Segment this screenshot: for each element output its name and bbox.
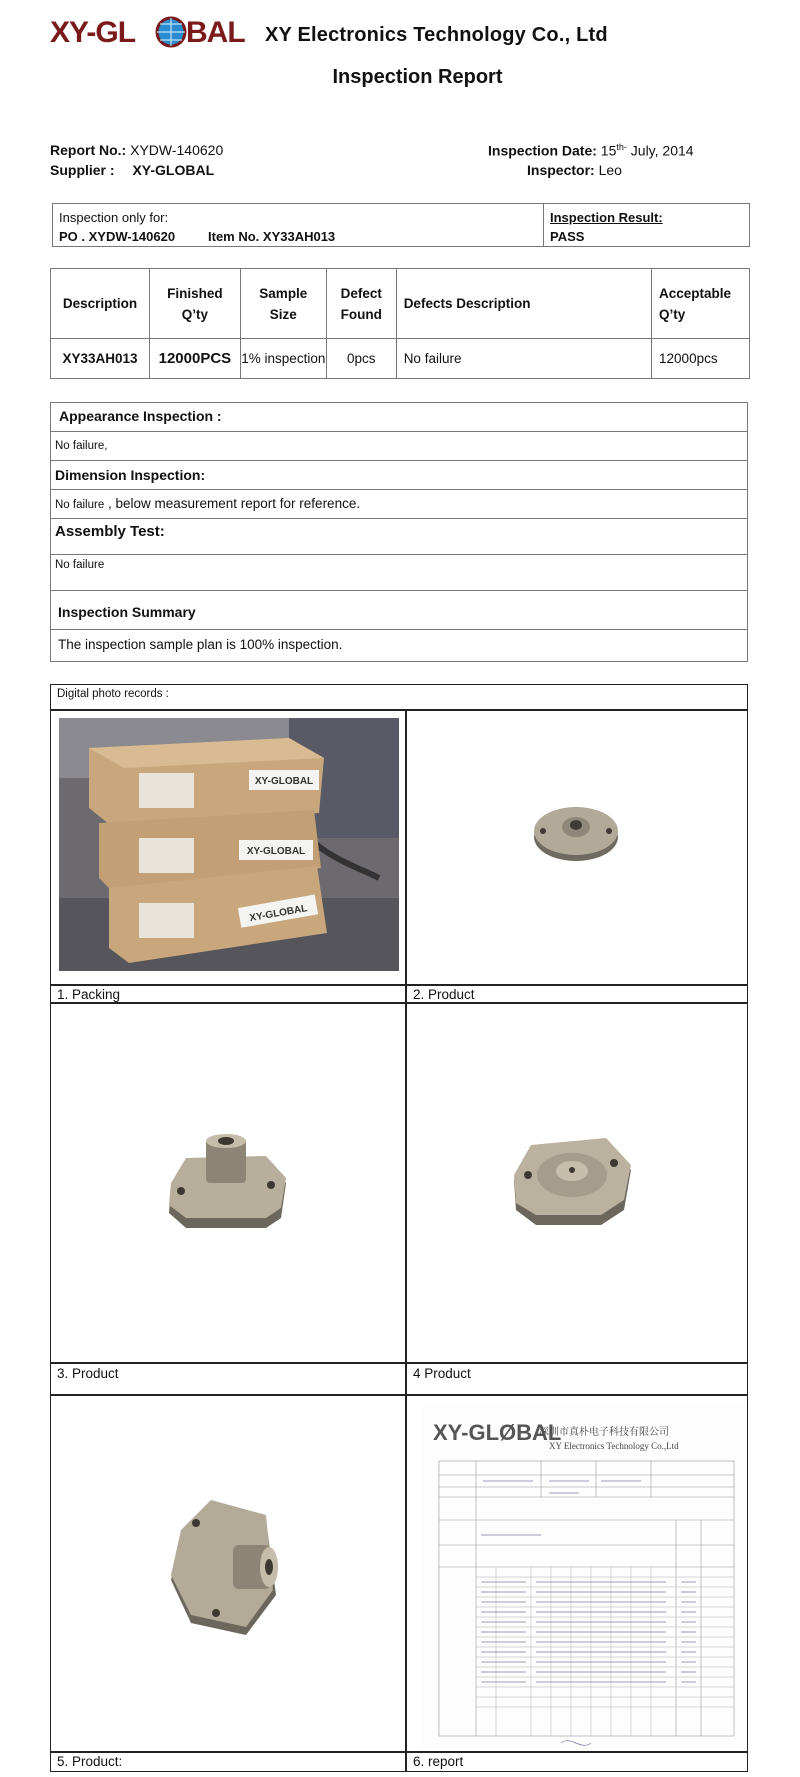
photo-records	[50, 684, 748, 1772]
svg-text:XY-GL: XY-GL	[50, 16, 136, 49]
appearance-label: Appearance Inspection :	[59, 408, 222, 424]
box-label-3: XY-GLOBAL	[248, 903, 309, 925]
assembly-text: No failure	[55, 559, 105, 571]
col-finished-qty: Finished Q’ty	[149, 269, 240, 339]
caption-5: 5. Product:	[57, 1754, 123, 1769]
report-scan-photo	[421, 1405, 746, 1750]
report-en-name: XY Electronics Technology Co.,Ltd	[549, 1441, 679, 1451]
assembly-row	[51, 519, 747, 555]
report-cn-name: 深圳市真朴电子科技有限公司	[539, 1427, 669, 1438]
grid-line	[51, 709, 747, 711]
dimension-text-b: , below measurement report for reference.	[104, 496, 361, 511]
summary-text-row	[51, 630, 747, 661]
grid-line	[51, 1002, 747, 1004]
box-label-2: XY-GLOBAL	[246, 846, 306, 857]
inspection-result-value: PASS	[550, 229, 585, 244]
inspector-value: Leo	[598, 162, 622, 178]
po-number: PO . XYDW-140620	[59, 229, 176, 244]
dimension-label: Dimension Inspection:	[55, 467, 206, 483]
inspection-result-label: Inspection Result:	[550, 210, 663, 225]
dimension-text	[55, 496, 360, 511]
supplier-value: XY-GLOBAL	[132, 162, 215, 178]
caption-3: 3. Product	[57, 1366, 119, 1381]
company-logo	[50, 10, 250, 50]
box-divider	[543, 204, 544, 246]
assembly-text-row	[51, 555, 747, 591]
caption-6: 6. report	[413, 1754, 464, 1769]
grid-line	[51, 1394, 747, 1396]
cell-sample-size: 1% inspection	[240, 339, 326, 379]
item-number: Item No. XY33AH013	[208, 229, 336, 244]
col-description: Description	[51, 269, 150, 339]
inspection-for-box	[52, 203, 750, 247]
inspection-table	[50, 268, 750, 379]
product-photo-4	[506, 1125, 636, 1235]
cell-finished-qty: 12000PCS	[149, 339, 240, 379]
caption-2: 2. Product	[413, 987, 475, 1002]
cell-defects-description: No failure	[396, 339, 651, 379]
box-label-1: XY-GLOBAL	[254, 776, 314, 787]
appearance-row	[51, 403, 747, 432]
summary-row	[51, 591, 747, 630]
dimension-text-a: No failure	[55, 499, 105, 511]
svg-text:BAL: BAL	[186, 16, 245, 49]
report-no	[50, 142, 223, 158]
appearance-text: No failure,	[55, 440, 108, 452]
summary-label: Inspection Summary	[58, 604, 196, 620]
date-label: Inspection Date:	[488, 142, 597, 159]
supplier-label: Supplier :	[50, 162, 115, 178]
summary-text: The inspection sample plan is 100% inspection.	[58, 637, 343, 652]
photo-records-header: Digital photo records :	[57, 688, 169, 700]
assembly-label: Assembly Test:	[55, 523, 165, 540]
caption-4: 4 Product	[413, 1366, 471, 1381]
packing-photo	[59, 718, 399, 971]
grid-line	[51, 1362, 747, 1364]
col-sample-size: Sample Size	[240, 269, 326, 339]
cell-defect-found: 0pcs	[326, 339, 396, 379]
dimension-row	[51, 461, 747, 490]
report-no-value: XYDW-140620	[130, 142, 224, 158]
date-suffix: th-	[616, 142, 627, 152]
product-photo-5	[161, 1495, 286, 1645]
inspection-sections	[50, 402, 748, 662]
cell-description: XY33AH013	[51, 339, 150, 379]
inspection-date	[488, 142, 694, 159]
report-title: Inspection Report	[332, 66, 503, 88]
date-rest: July, 2014	[626, 142, 694, 159]
appearance-text-row	[51, 432, 747, 461]
report-logo: XY-GLØBAL	[433, 1420, 562, 1445]
caption-1: 1. Packing	[57, 987, 121, 1002]
grid-line	[51, 984, 747, 986]
col-acceptable-qty: Acceptable Q’ty	[652, 269, 750, 339]
grid-line	[51, 1751, 747, 1753]
table-row	[51, 339, 750, 379]
product-photo-2	[531, 795, 621, 865]
date-day: 15	[600, 142, 617, 159]
dimension-text-row	[51, 490, 747, 519]
product-photo-3	[161, 1133, 291, 1238]
supplier	[50, 162, 214, 178]
company-name: XY Electronics Technology Co., Ltd	[265, 24, 608, 46]
table-header-row	[51, 269, 750, 339]
inspection-for-label: Inspection only for:	[59, 210, 169, 225]
col-defects-description: Defects Description	[396, 269, 651, 339]
cell-acceptable-qty: 12000pcs	[652, 339, 750, 379]
col-defect-found: Defect Found	[326, 269, 396, 339]
grid-line	[405, 709, 407, 1771]
inspector	[527, 162, 622, 178]
inspector-label: Inspector:	[527, 162, 595, 178]
report-no-label: Report No.:	[50, 142, 127, 158]
